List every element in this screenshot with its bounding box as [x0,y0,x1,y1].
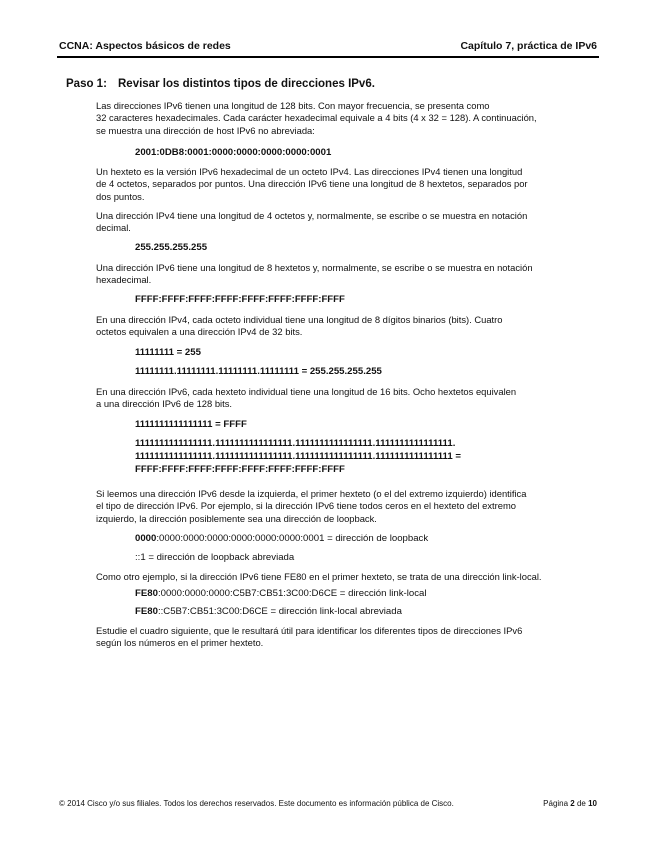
paragraph-ipv4-bits [96,314,601,339]
paragraph-hextet [96,166,601,203]
example-loopback [135,533,428,545]
paragraph-intro [96,100,601,137]
header-divider [57,56,599,58]
example-ipv6-binary-line2: 1111111111111111.1111111111111111.1111111111111111.1111111111111111 = [135,451,461,462]
example-octet-binary: 11111111 = 255 [135,347,201,358]
page-separator: de [574,799,589,808]
loopback-remainder: :0000:0000:0000:0000:0000:0000:0001 = dirección de loopback [156,533,429,544]
text-line: decimal. [96,222,131,234]
example-ipv4-binary: 11111111.11111111.11111111.11111111 = 255.255.255.255 [135,366,382,377]
loopback-first-hextet: 0000 [135,533,157,544]
link-local-abbrev-first-hextet: FE80 [135,606,158,617]
text-line: a una dirección IPv6 de 128 bits. [96,398,233,410]
paragraph-ipv4-notation [96,210,601,235]
paragraph-study-table [96,625,601,650]
text-line: hexadecimal. [96,274,152,286]
paragraph-first-hextet [96,488,601,525]
text-line: de 4 octetos, separados por puntos. Una dirección IPv6 tiene una longitud de 8 hextetos, separados por [96,178,528,190]
paragraph-ipv6-bits [96,386,601,411]
example-ipv6-hex: FFFF:FFFF:FFFF:FFFF:FFFF:FFFF:FFFF:FFFF [135,294,345,305]
text-line: octetos equivalen a una dirección IPv4 de 32 bits. [96,326,303,338]
text-line: 32 caracteres hexadecimales. Cada carácter hexadecimal equivale a 4 bits (4 x 32 = 128). A continuación, [96,112,537,124]
text-line: En una dirección IPv6, cada hexteto individual tiene una longitud de 16 bits. Ocho hextetos equivalen [96,386,517,397]
text-line: Si leemos una dirección IPv6 desde la izquierda, el primer hexteto (o el del extremo izquierdo) identifica [96,488,527,499]
example-ipv4-decimal: 255.255.255.255 [135,242,208,253]
footer-page-number [543,799,597,808]
example-link-local-abbrev [135,606,402,618]
step-heading [66,78,375,90]
text-line: En una dirección IPv4, cada octeto individual tiene una longitud de 8 dígitos binarios (bits). Cuatro [96,314,503,325]
page-total: 10 [588,799,597,808]
footer-copyright: © 2014 Cisco y/o sus filiales. Todos los derechos reservados. Este documento es información pública de Cisco. [59,799,454,808]
example-full-address: 2001:0DB8:0001:0000:0000:0000:0000:0001 [135,147,332,158]
paragraph-link-local [96,571,601,583]
header-course-title: CCNA: Aspectos básicos de redes [59,40,231,52]
example-ipv6-binary-line1: 1111111111111111.1111111111111111.1111111111111111.1111111111111111. [135,438,456,449]
example-link-local [135,588,426,600]
header-chapter-title: Capítulo 7, práctica de IPv6 [460,40,597,52]
example-hextet-binary: 1111111111111111 = FFFF [135,419,247,430]
text-line: según los números en el primer hexteto. [96,637,264,649]
text-line: Una dirección IPv4 tiene una longitud de 4 octetos y, normalmente, se escribe o se muestra en notación [96,210,528,221]
text-line: dos puntos. [96,190,145,202]
text-line: Una dirección IPv6 tiene una longitud de 8 hextetos y, normalmente, se escribe o se muestra en notación [96,262,533,273]
page-header [59,40,597,56]
text-line: izquierdo, la dirección posiblemente sea una dirección de loopback. [96,512,377,524]
example-loopback-abbrev: ::1 = dirección de loopback abreviada [135,552,295,563]
example-ipv6-binary-line3: FFFF:FFFF:FFFF:FFFF:FFFF:FFFF:FFFF:FFFF [135,464,345,475]
text-line: se muestra una dirección de host IPv6 no abreviada: [96,124,315,136]
link-local-abbrev-remainder: ::C5B7:CB51:3C00:D6CE = dirección link-local abreviada [157,606,402,617]
text-line: Las direcciones IPv6 tienen una longitud de 128 bits. Con mayor frecuencia, se presenta como [96,100,490,111]
text-line: Un hexteto es la versión IPv6 hexadecimal de un octeto IPv4. Las direcciones IPv4 tienen una longitud [96,166,523,177]
step-label: Paso 1: [66,78,107,90]
link-local-first-hextet: FE80 [135,588,158,599]
page-current: 2 [570,799,575,808]
link-local-remainder: :0000:0000:0000:C5B7:CB51:3C00:D6CE = dirección link-local [157,588,427,599]
text-line: Como otro ejemplo, si la dirección IPv6 tiene FE80 en el primer hexteto, se trata de una dirección link-local. [96,571,542,582]
paragraph-ipv6-notation [96,262,601,287]
text-line: Estudie el cuadro siguiente, que le resultará útil para identificar los diferentes tipos de direcciones IPv6 [96,625,523,636]
step-title: Revisar los distintos tipos de direcciones IPv6. [118,78,375,90]
text-line: el tipo de dirección IPv6. Por ejemplo, si la dirección IPv6 tiene todos ceros en el hexteto del extremo [96,500,517,512]
page-prefix: Página [543,799,571,808]
